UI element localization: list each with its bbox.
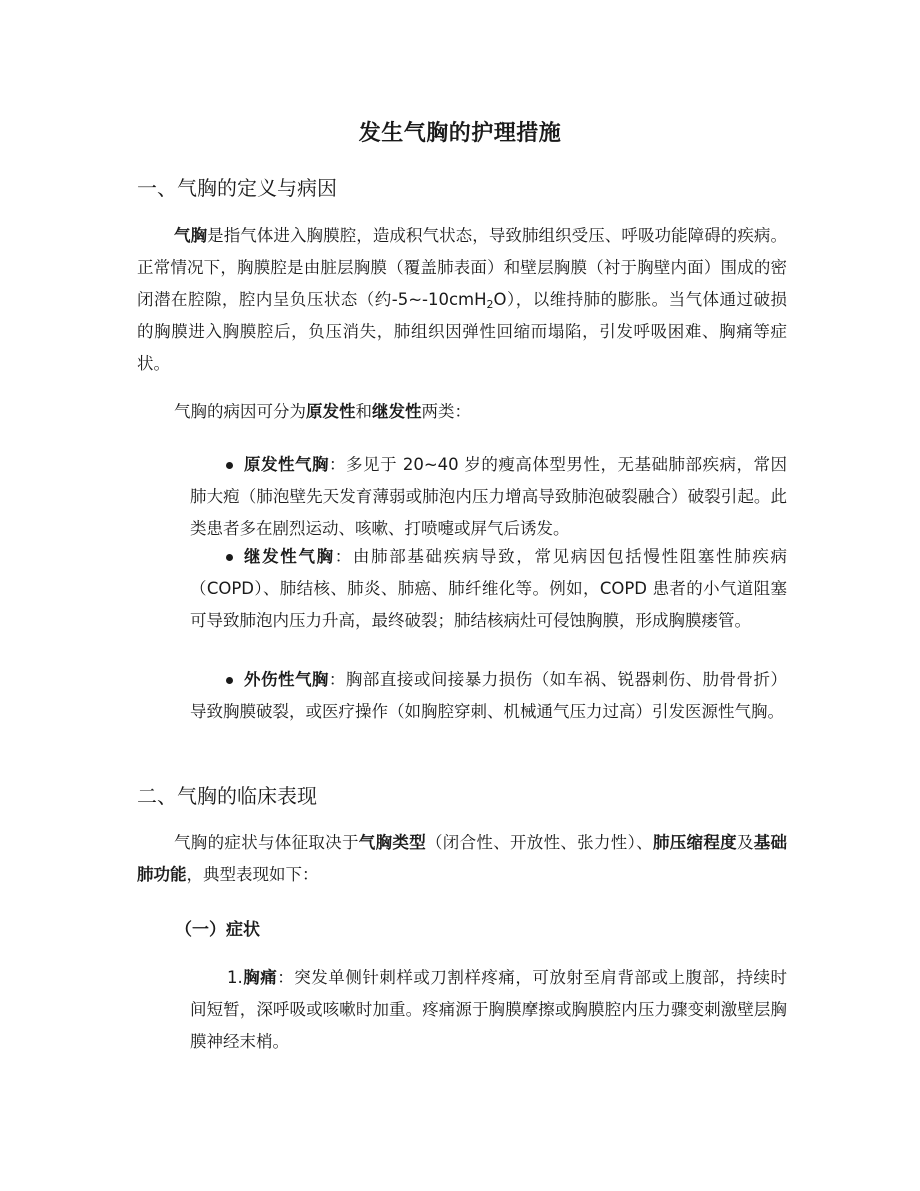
- bullet-icon: [226, 462, 233, 469]
- item-number: 1.: [227, 968, 243, 987]
- cause-intro-b: 两类：: [421, 402, 471, 421]
- list-item: [190, 541, 787, 637]
- cause-intro-paragraph: [137, 396, 787, 428]
- sub-heading-symptoms: （一）症状: [175, 920, 260, 940]
- section-heading-definition: 一、气胸的定义与病因: [137, 176, 337, 200]
- cause-intro-a: 气胸的病因可分为: [174, 402, 306, 421]
- bullet-term: 外伤性气胸: [244, 670, 329, 689]
- clinical-intro-e: ，典型表现如下：: [186, 865, 319, 884]
- clinical-type-term: 气胸类型: [358, 833, 426, 852]
- list-item: [190, 664, 787, 728]
- page-title: 发生气胸的护理措施: [358, 121, 562, 146]
- cause-type-primary: 原发性: [306, 402, 356, 421]
- bullet-term: 原发性气胸: [244, 455, 330, 474]
- bullet-icon: [226, 554, 233, 561]
- cause-and: 和: [355, 402, 372, 421]
- bullet-text: ：由肺部基础疾病导致，常见病因包括慢性阻塞性肺疾病（COPD）、肺结核、肺炎、肺癌、肺纤维化等。例如，COPD 患者的小气道阻塞可导致肺泡内压力升高，最终破裂；肺结核病灶可侵蚀胸膜，形成胸膜瘘管。: [190, 547, 788, 630]
- item-text: ：突发单侧针刺样或刀割样疼痛，可放射至肩背部或上腹部，持续时间短暂，深呼吸或咳嗽时加重。疼痛源于胸膜摩擦或胸膜腔内压力骤变刺激壁层胸膜神经末梢。: [190, 968, 788, 1051]
- clinical-compression-term: 肺压缩程度: [652, 833, 737, 852]
- definition-text-b: O），以维持肺的膨胀。当气体通过破损的胸膜进入胸膜腔后，负压消失，肺组织因弹性回缩而塌陷，引发呼吸困难、胸痛等症状。: [137, 290, 787, 373]
- section-heading-clinical: 二、气胸的临床表现: [137, 784, 317, 808]
- clinical-intro-c: （闭合性、开放性、张力性）、: [426, 833, 653, 852]
- list-item: [190, 449, 787, 545]
- clinical-lung-function-term: 基础肺功能: [137, 833, 788, 884]
- clinical-intro-d: 及: [736, 833, 754, 852]
- bullet-term: 继发性气胸: [244, 547, 335, 566]
- cause-type-secondary: 继发性: [372, 402, 422, 421]
- bullet-text: ：胸部直接或间接暴力损伤（如车祸、锐器刺伤、肋骨骨折）导致胸膜破裂，或医疗操作（如胸腔穿刺、机械通气压力过高）引发医源性气胸。: [190, 670, 788, 721]
- bullet-icon: [226, 677, 233, 684]
- numbered-item: [190, 962, 787, 1058]
- bullet-text: ：多见于 20~40 岁的瘦高体型男性，无基础肺部疾病，常因肺大疱（肺泡壁先天发育薄弱或肺泡内压力增高导致肺泡破裂融合）破裂引起。此类患者多在剧烈运动、咳嗽、打喷嚏或屏气后诱发。: [190, 455, 788, 538]
- definition-paragraph: [137, 220, 787, 380]
- definition-text-a: 是指气体进入胸膜腔，造成积气状态，导致肺组织受压、呼吸功能障碍的疾病。正常情况下，胸膜腔是由脏层胸膜（覆盖肺表面）和壁层胸膜（衬于胸壁内面）围成的密闭潜在腔隙，腔内呈负压状态（约-5~-10cmH: [137, 226, 788, 309]
- item-term: 胸痛: [242, 968, 278, 987]
- clinical-intro-paragraph: [137, 827, 787, 891]
- definition-term: 气胸: [174, 226, 208, 245]
- clinical-intro-a: 气胸的症状与体征取决于: [174, 833, 359, 852]
- definition-subscript: 2: [486, 298, 494, 311]
